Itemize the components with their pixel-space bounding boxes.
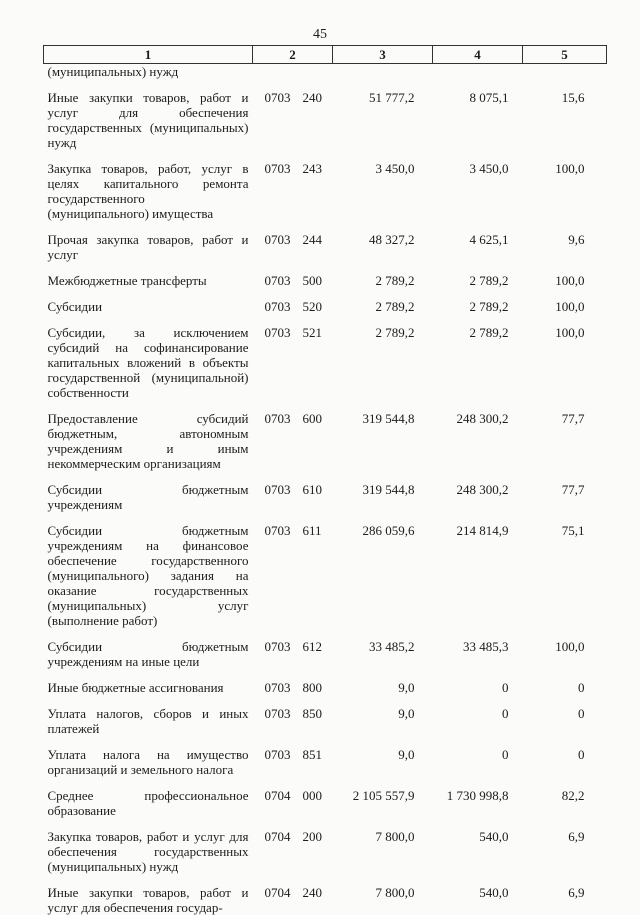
row-value-planned: 286 059,6	[333, 523, 433, 628]
row-spacer-cell	[44, 221, 607, 232]
row-code-cell	[253, 299, 333, 314]
row-spacer	[44, 695, 607, 706]
row-section-code: 0703	[265, 680, 303, 695]
row-value-planned: 319 544,8	[333, 482, 433, 512]
row-value-actual: 540,0	[433, 829, 523, 874]
row-section-code: 0704	[265, 885, 303, 900]
row-expense-code: 243	[303, 161, 323, 176]
table-header-row	[44, 46, 607, 64]
row-code-cell	[253, 64, 333, 80]
row-value-actual	[433, 64, 523, 80]
row-value-percent: 100,0	[523, 639, 607, 669]
row-section-code: 0703	[265, 161, 303, 176]
row-value-planned: 7 800,0	[333, 829, 433, 874]
row-value-planned	[333, 64, 433, 80]
table-row	[44, 90, 607, 150]
row-name: Уплата налога на имущество организаций и земельного налога	[44, 747, 253, 777]
row-section-code: 0703	[265, 747, 303, 762]
row-value-actual: 0	[433, 706, 523, 736]
row-spacer	[44, 314, 607, 325]
row-spacer	[44, 736, 607, 747]
row-spacer	[44, 818, 607, 829]
row-code-cell	[253, 161, 333, 221]
row-value-planned: 33 485,2	[333, 639, 433, 669]
row-value-actual: 248 300,2	[433, 482, 523, 512]
row-value-actual: 1 730 998,8	[433, 788, 523, 818]
row-section-code: 0703	[265, 90, 303, 105]
row-value-planned: 48 327,2	[333, 232, 433, 262]
row-value-actual: 8 075,1	[433, 90, 523, 150]
row-spacer	[44, 288, 607, 299]
row-value-percent: 75,1	[523, 523, 607, 628]
row-section-code: 0703	[265, 523, 303, 538]
row-spacer-cell	[44, 695, 607, 706]
row-expense-code: 611	[303, 523, 322, 538]
row-value-actual: 2 789,2	[433, 325, 523, 400]
row-value-planned: 7 800,0	[333, 885, 433, 915]
row-spacer-cell	[44, 314, 607, 325]
row-value-percent: 0	[523, 680, 607, 695]
row-value-planned: 319 544,8	[333, 411, 433, 471]
row-name: Иные бюджетные ассигнования	[44, 680, 253, 695]
row-value-actual: 540,0	[433, 885, 523, 915]
row-value-actual: 4 625,1	[433, 232, 523, 262]
row-spacer	[44, 669, 607, 680]
row-code-cell	[253, 706, 333, 736]
row-expense-code: 500	[303, 273, 323, 288]
table-row	[44, 523, 607, 628]
row-expense-code: 200	[303, 829, 323, 844]
header-col-1: 1	[44, 46, 253, 64]
row-spacer	[44, 777, 607, 788]
row-spacer-cell	[44, 471, 607, 482]
row-spacer	[44, 400, 607, 411]
row-value-percent: 6,9	[523, 829, 607, 874]
row-value-percent: 9,6	[523, 232, 607, 262]
row-expense-code: 850	[303, 706, 323, 721]
row-spacer	[44, 628, 607, 639]
row-expense-code: 610	[303, 482, 323, 497]
row-name: Уплата налогов, сборов и иных платежей	[44, 706, 253, 736]
row-value-percent: 100,0	[523, 161, 607, 221]
table-row	[44, 411, 607, 471]
table-row	[44, 482, 607, 512]
row-expense-code: 851	[303, 747, 323, 762]
row-value-actual: 214 814,9	[433, 523, 523, 628]
row-name: Межбюджетные трансферты	[44, 273, 253, 288]
page-number: 45	[0, 27, 640, 43]
row-value-percent: 0	[523, 747, 607, 777]
row-expense-code: 600	[303, 411, 323, 426]
row-value-percent: 77,7	[523, 482, 607, 512]
row-code-cell	[253, 325, 333, 400]
table-row	[44, 706, 607, 736]
row-section-code: 0703	[265, 325, 303, 340]
header-col-3: 3	[333, 46, 433, 64]
header-col-4: 4	[433, 46, 523, 64]
row-name: Закупка товаров, работ и услуг для обеспечения государственных (муниципальных) нужд	[44, 829, 253, 874]
row-spacer-cell	[44, 512, 607, 523]
row-value-percent: 15,6	[523, 90, 607, 150]
row-expense-code: 240	[303, 885, 323, 900]
row-section-code: 0703	[265, 639, 303, 654]
row-value-planned: 2 789,2	[333, 273, 433, 288]
table-row	[44, 680, 607, 695]
table-row	[44, 639, 607, 669]
row-name: Субсидии бюджетным учреждениям на финансовое обеспечение государственного (муниципального) задания на оказание государственных (муниципальных) услуг (выполнение работ)	[44, 523, 253, 628]
budget-table	[43, 45, 607, 915]
row-expense-code: 521	[303, 325, 323, 340]
row-value-percent: 100,0	[523, 325, 607, 400]
row-spacer-cell	[44, 777, 607, 788]
row-value-actual: 33 485,3	[433, 639, 523, 669]
row-section-code: 0703	[265, 482, 303, 497]
row-value-percent: 77,7	[523, 411, 607, 471]
row-value-percent: 82,2	[523, 788, 607, 818]
row-spacer	[44, 79, 607, 90]
row-spacer-cell	[44, 79, 607, 90]
row-code-cell	[253, 411, 333, 471]
row-spacer-cell	[44, 288, 607, 299]
table-row	[44, 829, 607, 874]
row-value-percent: 0	[523, 706, 607, 736]
row-code-cell	[253, 788, 333, 818]
row-spacer	[44, 262, 607, 273]
table-body	[44, 64, 607, 915]
row-value-planned: 3 450,0	[333, 161, 433, 221]
table-row	[44, 232, 607, 262]
row-name: Субсидии, за исключением субсидий на софинансирование капитальных вложений в объекты государственной (муниципальной) собственности	[44, 325, 253, 400]
row-value-planned: 2 105 557,9	[333, 788, 433, 818]
row-expense-code: 000	[303, 788, 323, 803]
table-row	[44, 325, 607, 400]
row-spacer-cell	[44, 736, 607, 747]
row-code-cell	[253, 680, 333, 695]
row-spacer-cell	[44, 262, 607, 273]
row-name: Субсидии	[44, 299, 253, 314]
row-name: (муниципальных) нужд	[44, 64, 253, 80]
row-code-cell	[253, 273, 333, 288]
row-value-planned: 2 789,2	[333, 299, 433, 314]
row-code-cell	[253, 482, 333, 512]
row-section-code: 0703	[265, 411, 303, 426]
row-section-code: 0704	[265, 788, 303, 803]
row-value-planned: 9,0	[333, 680, 433, 695]
row-spacer-cell	[44, 818, 607, 829]
row-section-code: 0703	[265, 706, 303, 721]
row-expense-code: 520	[303, 299, 323, 314]
table-row	[44, 299, 607, 314]
row-code-cell	[253, 747, 333, 777]
table-row	[44, 64, 607, 80]
header-col-5: 5	[523, 46, 607, 64]
row-section-code: 0703	[265, 232, 303, 247]
row-value-actual: 3 450,0	[433, 161, 523, 221]
row-value-actual: 248 300,2	[433, 411, 523, 471]
row-code-cell	[253, 232, 333, 262]
row-value-actual: 0	[433, 747, 523, 777]
row-spacer	[44, 471, 607, 482]
row-name: Субсидии бюджетным учреждениям	[44, 482, 253, 512]
row-name: Иные закупки товаров, работ и услуг для обеспечения государ-	[44, 885, 253, 915]
row-code-cell	[253, 885, 333, 915]
row-value-percent: 100,0	[523, 299, 607, 314]
table-row	[44, 788, 607, 818]
row-value-percent	[523, 64, 607, 80]
row-value-actual: 0	[433, 680, 523, 695]
row-value-actual: 2 789,2	[433, 299, 523, 314]
row-name: Предоставление субсидий бюджетным, автономным учреждениям и иным некоммерческим организациям	[44, 411, 253, 471]
row-name: Закупка товаров, работ, услуг в целях капитального ремонта государственного (муниципального) имущества	[44, 161, 253, 221]
row-expense-code: 244	[303, 232, 323, 247]
row-expense-code: 800	[303, 680, 323, 695]
row-section-code: 0704	[265, 829, 303, 844]
row-name: Субсидии бюджетным учреждениям на иные цели	[44, 639, 253, 669]
row-value-planned: 51 777,2	[333, 90, 433, 150]
row-value-percent: 6,9	[523, 885, 607, 915]
row-code-cell	[253, 639, 333, 669]
row-name: Среднее профессиональное образование	[44, 788, 253, 818]
row-code-cell	[253, 829, 333, 874]
row-expense-code: 612	[303, 639, 323, 654]
row-section-code: 0703	[265, 273, 303, 288]
row-code-cell	[253, 523, 333, 628]
row-spacer-cell	[44, 628, 607, 639]
table-row	[44, 747, 607, 777]
row-name: Иные закупки товаров, работ и услуг для обеспечения государственных (муниципальных) нужд	[44, 90, 253, 150]
row-name: Прочая закупка товаров, работ и услуг	[44, 232, 253, 262]
row-value-planned: 9,0	[333, 706, 433, 736]
row-spacer-cell	[44, 150, 607, 161]
row-spacer	[44, 512, 607, 523]
row-section-code: 0703	[265, 299, 303, 314]
header-col-2: 2	[253, 46, 333, 64]
row-value-planned: 2 789,2	[333, 325, 433, 400]
row-value-percent: 100,0	[523, 273, 607, 288]
row-spacer-cell	[44, 669, 607, 680]
row-code-cell	[253, 90, 333, 150]
table-row	[44, 161, 607, 221]
row-spacer	[44, 221, 607, 232]
row-spacer	[44, 150, 607, 161]
row-spacer-cell	[44, 400, 607, 411]
table-row	[44, 273, 607, 288]
row-value-planned: 9,0	[333, 747, 433, 777]
row-expense-code: 240	[303, 90, 323, 105]
row-value-actual: 2 789,2	[433, 273, 523, 288]
row-spacer-cell	[44, 874, 607, 885]
row-spacer	[44, 874, 607, 885]
table-row	[44, 885, 607, 915]
